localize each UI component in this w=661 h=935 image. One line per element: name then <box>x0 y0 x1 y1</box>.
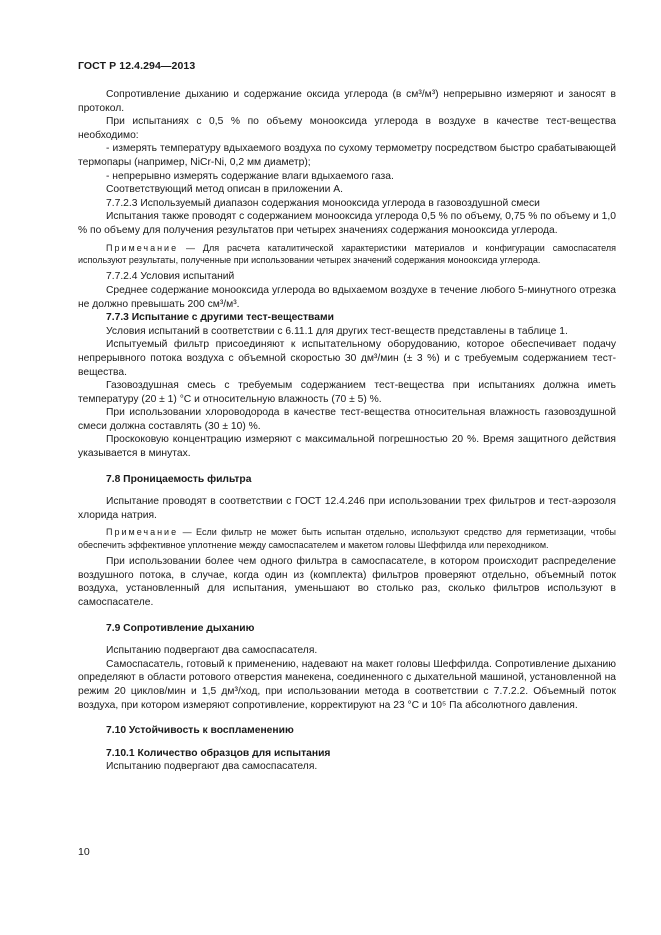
paragraph: Условия испытаний в соответствии с 6.11.1 для других тест-веществ представлены в таблице 1. <box>106 325 568 337</box>
paragraph: Соответствующий метод описан в приложении А. <box>106 184 343 196</box>
section-heading: 7.10 Устойчивость к воспламенению <box>106 725 294 737</box>
subsection-heading: 7.7.2.4 Условия испытаний <box>106 271 235 283</box>
note-label: Примечание <box>106 242 179 253</box>
page-number: 10 <box>78 846 90 858</box>
paragraph: Среднее содержание монооксида углерода во вдыхаемом воздухе в течение любого 5-минутного отрезка не должно превышать 200 см³/м³. <box>78 284 616 310</box>
paragraph: Испытание проводят в соответствии с ГОСТ 12.4.246 при использовании трех фильтров и тест-аэрозоля хлорида натрия. <box>78 496 616 521</box>
paragraph: Проскоковую концентрацию измеряют с максимальной погрешностью 20 %. Время защитного действия указывается в минутах. <box>78 434 616 460</box>
paragraph: Испытанию подвергают два самоспасателя. <box>106 761 318 773</box>
section-heading: 7.8 Проницаемость фильтра <box>106 473 252 485</box>
paragraph: Самоспасатель, готовый к применению, надевают на макет головы Шеффилда. Сопротивление дыханию определяют в области ротового отверстия манекена, соединенного с дыхательной машиной, установленной на режим 20 циклов/мин и 1,5 дм³/ход, при использовании метода в соответствии с 7.7.2.2. Объемный поток воздуха, при котором измеряют сопротивление, корректируют на 23 °С и 10⁵ Па абсолютного давления. <box>78 658 616 711</box>
paragraph: При испытаниях с 0,5 % по объему монооксида углерода в воздухе в качестве тест-вещества необходимо: <box>78 116 616 141</box>
section-heading: 7.9 Сопротивление дыханию <box>106 622 255 634</box>
note-label: Примечание <box>106 527 179 538</box>
note <box>78 242 616 267</box>
paragraph: При использовании более чем одного фильтра в самоспасателе, в котором происходит распределение воздушного потока, в случае, когда один из (комплекта) фильтров проверяют отдельно, объемный поток воздуха, установленный для испытания, уменьшают во столько раз, сколько фильтров используют в самоспасателе. <box>78 556 616 609</box>
document-header: ГОСТ Р 12.4.294—2013 <box>78 60 196 72</box>
list-item: - измерять температуру вдыхаемого воздуха по сухому термометру посредством быстро срабатывающей термопары (например, NiCr-Ni, 0,2 мм диаметр); <box>78 143 616 168</box>
list-item: - непрерывно измерять содержание влаги вдыхаемого газа. <box>106 170 394 182</box>
note <box>78 526 616 551</box>
document-body <box>78 88 616 774</box>
paragraph: При использовании хлороводорода в качестве тест-вещества относительная влажность газовоздушной смеси должна составлять (30 ± 10) %. <box>78 407 616 432</box>
subsection-heading: 7.7.2.3 Используемый диапазон содержания монооксида углерода в газовоздушной смеси <box>106 197 540 209</box>
subsection-heading: 7.10.1 Количество образцов для испытания <box>106 747 331 759</box>
subsection-heading: 7.7.3 Испытание с другими тест-веществами <box>106 312 334 324</box>
paragraph: Сопротивление дыханию и содержание оксида углерода (в см³/м³) непрерывно измеряют и заносят в протокол. <box>78 89 616 114</box>
paragraph: Испытания также проводят с содержанием монооксида углерода 0,5 % по объему, 0,75 % по объему и 1,0 % по объему для получения результатов при четырех значениях содержания монооксида углерода. <box>78 211 616 236</box>
paragraph: Испытанию подвергают два самоспасателя. <box>106 645 318 657</box>
paragraph: Газовоздушная смесь с требуемым содержанием тест-вещества при испытаниях должна иметь температуру (20 ± 1) °С и относительную влажность (70 ± 5) %. <box>78 380 616 405</box>
paragraph: Испытуемый фильтр присоединяют к испытательному оборудованию, которое обеспечивает подачу непрерывного потока воздуха с объемной скоростью 30 дм³/мин (± 3 %) и с требуемым содержанием тест-вещества. <box>78 339 616 378</box>
note-text: — Если фильтр не может быть испытан отдельно, используют средство для герметизации, чтобы обеспечить эффективное уплотнение между самоспасателем и макетом головы Шеффилда или переходником. <box>78 527 616 550</box>
note-text: — Для расчета каталитической характеристики материалов и конфигурации самоспасателя используют результаты, полученные при использовании четырех значений содержания монооксида углерода. <box>78 242 616 265</box>
